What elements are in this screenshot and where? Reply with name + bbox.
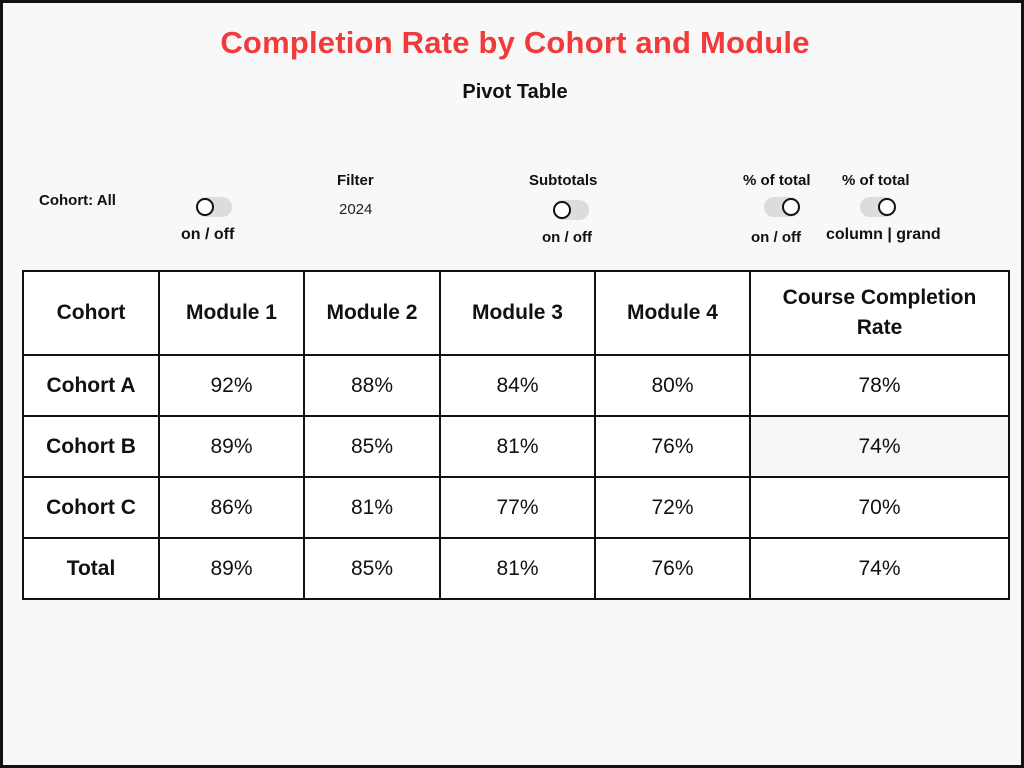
table-total-row	[23, 538, 1009, 599]
pivot-table	[22, 270, 1010, 600]
table-cell: 85%	[304, 538, 440, 599]
table-cell: 81%	[440, 538, 595, 599]
pct-total-label: % of total	[743, 172, 811, 189]
page-subtitle: Pivot Table	[462, 81, 568, 103]
pct-total-toggle-knob	[782, 198, 800, 216]
table-cell: 81%	[304, 477, 440, 538]
table-cell: 92%	[159, 355, 304, 416]
table-cell: 70%	[750, 477, 1009, 538]
column-header[interactable]: Cohort	[23, 271, 159, 355]
subtotals-toggle[interactable]	[553, 200, 589, 220]
pct-total-mode-label: % of total	[842, 172, 910, 189]
table-cell: 78%	[750, 355, 1009, 416]
table-cell: 74%	[750, 538, 1009, 599]
cohort-filter-label[interactable]: Cohort: All	[39, 192, 116, 209]
subtotals-label: Subtotals	[529, 172, 598, 189]
subtotals-caption: on / off	[542, 229, 592, 246]
table-row	[23, 416, 1009, 477]
table-cell: 89%	[159, 416, 304, 477]
filter-value[interactable]: 2024	[339, 201, 373, 218]
table-cell: 76%	[595, 538, 750, 599]
table-cell: 76%	[595, 416, 750, 477]
table-cell: 88%	[304, 355, 440, 416]
cohort-toggle[interactable]	[196, 197, 232, 217]
table-cell: 84%	[440, 355, 595, 416]
column-header[interactable]: Course Completion Rate	[750, 271, 1009, 355]
pct-total-caption: on / off	[751, 229, 801, 246]
page-title: Completion Rate by Cohort and Module	[220, 25, 810, 60]
table-cell: 89%	[159, 538, 304, 599]
row-header: Cohort B	[23, 416, 159, 477]
cohort-toggle-caption: on / off	[181, 226, 235, 243]
pct-total-toggle[interactable]	[764, 197, 800, 217]
column-header[interactable]: Module 2	[304, 271, 440, 355]
row-header: Cohort A	[23, 355, 159, 416]
column-header[interactable]: Module 3	[440, 271, 595, 355]
column-header[interactable]: Module 4	[595, 271, 750, 355]
table-cell: 77%	[440, 477, 595, 538]
filter-label: Filter	[337, 172, 374, 189]
table-cell: 72%	[595, 477, 750, 538]
row-header: Cohort C	[23, 477, 159, 538]
pct-total-mode-toggle[interactable]	[860, 197, 896, 217]
table-row	[23, 477, 1009, 538]
table-cell: 86%	[159, 477, 304, 538]
table-cell: 74%	[750, 416, 1009, 477]
table-cell: 81%	[440, 416, 595, 477]
table-row	[23, 355, 1009, 416]
pct-total-mode-toggle-knob	[878, 198, 896, 216]
table-header-row	[23, 271, 1009, 355]
pct-total-mode-caption: column | grand	[826, 226, 941, 243]
table-cell: 80%	[595, 355, 750, 416]
column-header[interactable]: Module 1	[159, 271, 304, 355]
table-cell: 85%	[304, 416, 440, 477]
cohort-toggle-knob	[196, 198, 214, 216]
subtotals-toggle-knob	[553, 201, 571, 219]
row-header: Total	[23, 538, 159, 599]
